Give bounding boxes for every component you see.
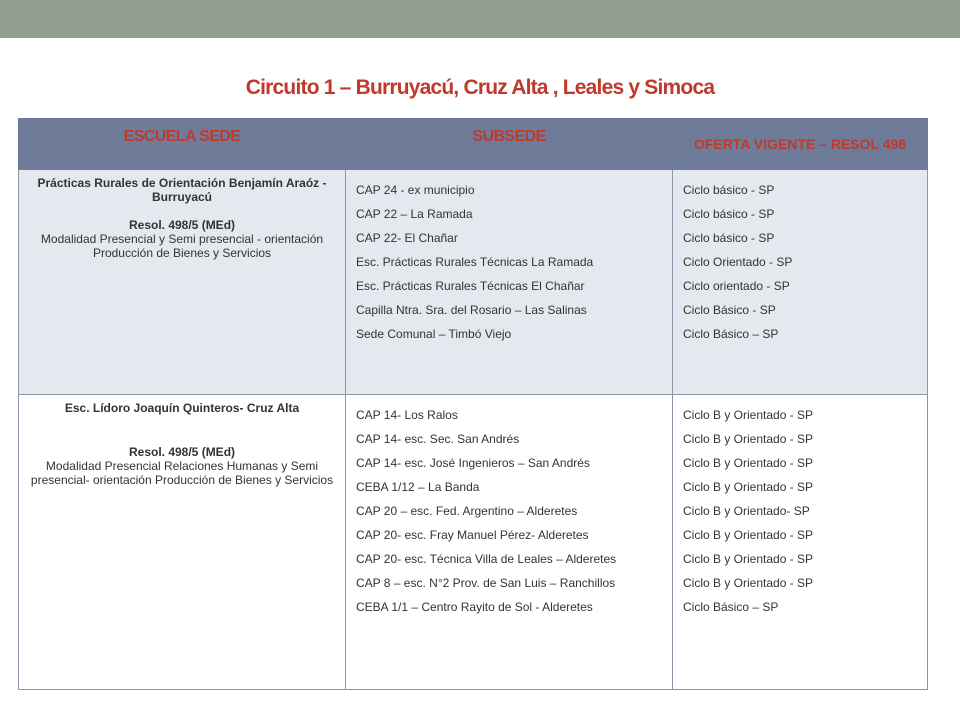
- oferta-item: Ciclo B y Orientado - SP: [683, 528, 814, 542]
- oferta-cell: [673, 170, 928, 395]
- subsede-cell: [346, 395, 673, 690]
- sede-name: Esc. Lídoro Joaquín Quinteros- Cruz Alta: [64, 401, 300, 415]
- subsede-item: Esc. Prácticas Rurales Técnicas La Ramada: [356, 255, 594, 269]
- sede-resolution: Resol. 498/5 (MEd): [128, 445, 236, 459]
- subsede-item: CAP 14- esc. Sec. San Andrés: [356, 432, 520, 446]
- subsede-cell: [346, 170, 673, 395]
- top-banner-bar: [0, 0, 960, 38]
- oferta-cell: [673, 395, 928, 690]
- schools-table: [18, 118, 928, 690]
- oferta-item: Ciclo básico - SP: [683, 207, 775, 221]
- subsede-item: Capilla Ntra. Sra. del Rosario – Las Salinas: [356, 303, 587, 317]
- slide-title: Circuito 1 – Burruyacú, Cruz Alta , Leales y Simoca: [245, 76, 715, 99]
- oferta-item: Ciclo B y Orientado - SP: [683, 480, 814, 494]
- table-row: [19, 170, 928, 395]
- subsede-item: CAP 14- Los Ralos: [356, 408, 458, 422]
- subsede-item: CEBA 1/1 – Centro Rayito de Sol - Alderetes: [356, 600, 593, 614]
- oferta-item: Ciclo básico - SP: [683, 183, 775, 197]
- header-subsede: SUBSEDE: [346, 119, 673, 170]
- oferta-item: Ciclo Básico – SP: [683, 600, 779, 614]
- oferta-item: Ciclo B y Orientado - SP: [683, 408, 814, 422]
- subsede-item: CAP 20- esc. Fray Manuel Pérez- Alderetes: [356, 528, 589, 542]
- subsede-item: CEBA 1/12 – La Banda: [356, 480, 480, 494]
- subsede-item: CAP 22 – La Ramada: [356, 207, 473, 221]
- subsede-item: CAP 24 - ex municipio: [356, 183, 475, 197]
- oferta-item: Ciclo B y Orientado - SP: [683, 576, 814, 590]
- sede-resolution: Resol. 498/5 (MEd): [128, 218, 236, 232]
- subsede-item: Sede Comunal – Timbó Viejo: [356, 327, 512, 341]
- header-escuela-sede: ESCUELA SEDE: [19, 119, 346, 170]
- table-header-row: [19, 119, 928, 170]
- oferta-item: Ciclo básico - SP: [683, 231, 775, 245]
- subsede-item: CAP 20 – esc. Fed. Argentino – Alderetes: [356, 504, 578, 518]
- subsede-item: CAP 8 – esc. N°2 Prov. de San Luis – Ranchillos: [356, 576, 616, 590]
- sede-name: Prácticas Rurales de Orientación Benjamín Araóz - Burruyacú: [37, 176, 327, 204]
- oferta-item: Ciclo orientado - SP: [683, 279, 790, 293]
- subsede-item: Esc. Prácticas Rurales Técnicas El Chañar: [356, 279, 585, 293]
- escuela-sede-cell: [19, 395, 346, 690]
- oferta-item: Ciclo Básico - SP: [683, 303, 776, 317]
- sede-description: Modalidad Presencial Relaciones Humanas y Semi presencial- orientación Producción de Bienes y Servicios: [30, 459, 334, 487]
- oferta-item: Ciclo B y Orientado- SP: [683, 504, 810, 518]
- subsede-item: CAP 20- esc. Técnica Villa de Leales – Alderetes: [356, 552, 617, 566]
- oferta-item: Ciclo B y Orientado - SP: [683, 552, 814, 566]
- subsede-item: CAP 22- El Chañar: [356, 231, 458, 245]
- table-row: [19, 395, 928, 690]
- oferta-item: Ciclo B y Orientado - SP: [683, 432, 814, 446]
- header-oferta-vigente: OFERTA VIGENTE – RESOL 498: [673, 119, 928, 170]
- sede-description: Modalidad Presencial y Semi presencial - orientación Producción de Bienes y Servicios: [40, 232, 324, 260]
- escuela-sede-cell: [19, 170, 346, 395]
- subsede-item: CAP 14- esc. José Ingenieros – San Andrés: [356, 456, 590, 470]
- oferta-item: Ciclo Básico – SP: [683, 327, 779, 341]
- oferta-item: Ciclo B y Orientado - SP: [683, 456, 814, 470]
- oferta-item: Ciclo Orientado - SP: [683, 255, 793, 269]
